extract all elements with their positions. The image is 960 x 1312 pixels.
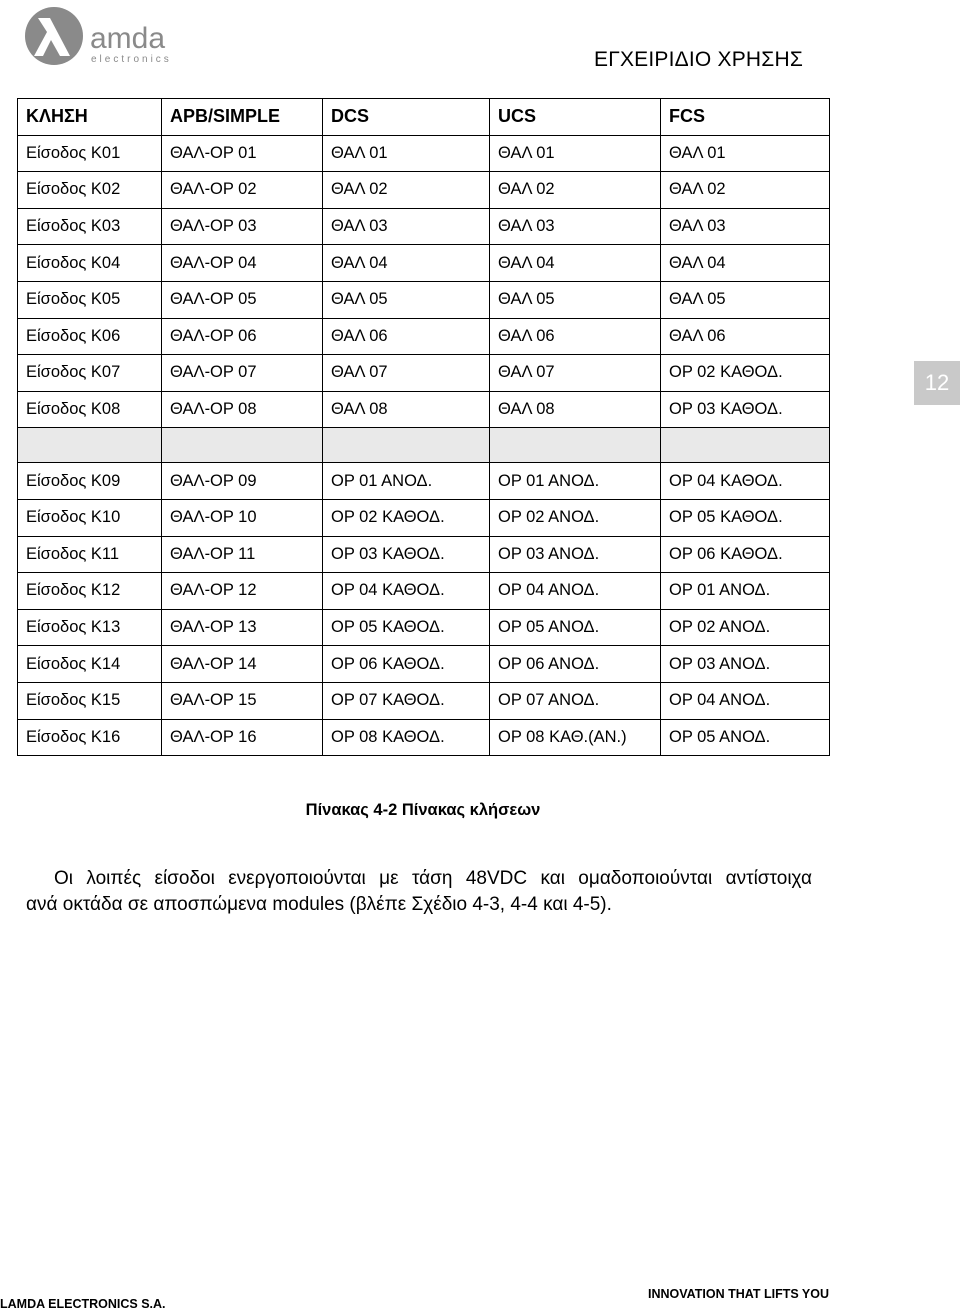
table-cell: ΘΑΛ 05 <box>323 281 490 318</box>
table-cell: ΟΡ 03 ΑΝΟΔ. <box>490 536 661 573</box>
table-cell: ΘΑΛ 07 <box>490 355 661 392</box>
table-cell: ΟΡ 03 ΚΑΘΟΔ. <box>661 391 830 428</box>
table-cell: ΟΡ 06 ΚΑΘΟΔ. <box>323 646 490 683</box>
logo-text: amda <box>90 22 166 55</box>
table-cell: ΟΡ 01 ΑΝΟΔ. <box>661 573 830 610</box>
table-cell: Είσοδος Κ08 <box>18 391 162 428</box>
table-cell: Είσοδος Κ14 <box>18 646 162 683</box>
table-cell: ΘΑΛ-ΟΡ 16 <box>162 719 323 756</box>
column-header: UCS <box>490 99 661 136</box>
table-cell: ΘΑΛ 04 <box>323 245 490 282</box>
table-cell: ΟΡ 04 ΑΝΟΔ. <box>661 682 830 719</box>
table-row <box>18 135 830 172</box>
table-cell: ΟΡ 03 ΑΝΟΔ. <box>661 646 830 683</box>
table-cell: Είσοδος Κ16 <box>18 719 162 756</box>
table-cell: ΘΑΛ 03 <box>661 208 830 245</box>
table-cell: ΟΡ 02 ΚΑΘΟΔ. <box>323 499 490 536</box>
table-cell: ΘΑΛ 02 <box>661 172 830 209</box>
table-cell: Είσοδος Κ11 <box>18 536 162 573</box>
table-cell: ΟΡ 02 ΚΑΘΟΔ. <box>661 355 830 392</box>
table-cell: ΟΡ 07 ΑΝΟΔ. <box>490 682 661 719</box>
table-cell: ΘΑΛ 06 <box>490 318 661 355</box>
table-cell: ΘΑΛ-ΟΡ 05 <box>162 281 323 318</box>
table-cell: ΟΡ 04 ΑΝΟΔ. <box>490 573 661 610</box>
table-header-row <box>18 99 830 136</box>
table-cell: Είσοδος Κ12 <box>18 573 162 610</box>
table-cell: Είσοδος Κ15 <box>18 682 162 719</box>
table-cell: ΘΑΛ 08 <box>323 391 490 428</box>
table-row <box>18 536 830 573</box>
table-cell: ΟΡ 05 ΚΑΘΟΔ. <box>323 609 490 646</box>
footer-company: LAMDA ELECTRONICS S.A. <box>0 1297 166 1311</box>
table-cell: ΟΡ 06 ΚΑΘΟΔ. <box>661 536 830 573</box>
table-cell: ΟΡ 01 ΑΝΟΔ. <box>490 463 661 500</box>
paragraph-line-2: ανά οκτάδα σε αποσπώμενα modules (βλέπε Σχέδιο 4-3, 4-4 και 4-5). <box>26 894 612 915</box>
table-cell: ΘΑΛ-ΟΡ 07 <box>162 355 323 392</box>
table-cell: ΟΡ 05 ΑΝΟΔ. <box>661 719 830 756</box>
table-cell: ΘΑΛ-ΟΡ 01 <box>162 135 323 172</box>
table-cell: ΘΑΛ 05 <box>661 281 830 318</box>
separator-cell <box>162 428 323 463</box>
table-cell: ΟΡ 05 ΚΑΘΟΔ. <box>661 499 830 536</box>
company-logo <box>24 4 184 68</box>
table-cell: ΘΑΛ 01 <box>323 135 490 172</box>
table-cell: ΘΑΛ-ΟΡ 03 <box>162 208 323 245</box>
table-cell: ΘΑΛ-ΟΡ 06 <box>162 318 323 355</box>
table-cell: ΟΡ 08 ΚΑΘΟΔ. <box>323 719 490 756</box>
table-cell: Είσοδος Κ05 <box>18 281 162 318</box>
call-table <box>17 98 830 756</box>
separator-cell <box>18 428 162 463</box>
table-cell: ΘΑΛ-ΟΡ 08 <box>162 391 323 428</box>
table-cell: ΟΡ 04 ΚΑΘΟΔ. <box>323 573 490 610</box>
paragraph-line-1: Οι λοιπές είσοδοι ενεργοποιούνται με τάση 48VDC και ομαδοποιούνται αντίστοιχα <box>54 868 812 889</box>
table-row <box>18 318 830 355</box>
column-header: FCS <box>661 99 830 136</box>
table-cell: ΘΑΛ 04 <box>490 245 661 282</box>
table-cell: Είσοδος Κ03 <box>18 208 162 245</box>
table-cell: ΘΑΛ 01 <box>661 135 830 172</box>
table-row <box>18 609 830 646</box>
table-row <box>18 463 830 500</box>
table-row <box>18 172 830 209</box>
table-body-group-2 <box>18 463 830 756</box>
table-row <box>18 682 830 719</box>
table-cell: ΘΑΛ-ΟΡ 14 <box>162 646 323 683</box>
body-paragraph <box>26 866 812 918</box>
table-row <box>18 719 830 756</box>
table-cell: ΘΑΛ 07 <box>323 355 490 392</box>
table-cell: ΘΑΛ-ΟΡ 10 <box>162 499 323 536</box>
table-row <box>18 391 830 428</box>
table-cell: ΟΡ 07 ΚΑΘΟΔ. <box>323 682 490 719</box>
table-cell: ΘΑΛ-ΟΡ 15 <box>162 682 323 719</box>
table-cell: ΟΡ 04 ΚΑΘΟΔ. <box>661 463 830 500</box>
table-separator <box>18 428 830 463</box>
table-cell: ΘΑΛ-ΟΡ 09 <box>162 463 323 500</box>
page-number-tab: 12 <box>914 361 960 405</box>
table-cell: Είσοδος Κ10 <box>18 499 162 536</box>
table-cell: ΘΑΛ 03 <box>323 208 490 245</box>
table-cell: ΟΡ 01 ΑΝΟΔ. <box>323 463 490 500</box>
table-cell: ΘΑΛ 05 <box>490 281 661 318</box>
footer-slogan: INNOVATION THAT LIFTS YOU <box>648 1287 830 1301</box>
table-cell: ΟΡ 08 ΚΑΘ.(ΑΝ.) <box>490 719 661 756</box>
separator-cell <box>323 428 490 463</box>
column-header: DCS <box>323 99 490 136</box>
table-cell: Είσοδος Κ07 <box>18 355 162 392</box>
table-row <box>18 245 830 282</box>
table-caption: Πίνακας 4-2 Πίνακας κλήσεων <box>305 801 541 819</box>
table-cell: Είσοδος Κ01 <box>18 135 162 172</box>
logo-subtext: electronics <box>91 54 172 65</box>
table-cell: Είσοδος Κ13 <box>18 609 162 646</box>
table-row <box>18 646 830 683</box>
separator-cell <box>661 428 830 463</box>
table-cell: ΘΑΛ 08 <box>490 391 661 428</box>
separator-cell <box>490 428 661 463</box>
table-row <box>18 573 830 610</box>
separator-row <box>18 428 830 463</box>
table-cell: ΟΡ 05 ΑΝΟΔ. <box>490 609 661 646</box>
table-cell: ΘΑΛ 01 <box>490 135 661 172</box>
table-body-group-1 <box>18 135 830 428</box>
table-cell: ΘΑΛ 02 <box>490 172 661 209</box>
table-cell: ΘΑΛ 03 <box>490 208 661 245</box>
table-cell: ΘΑΛ 06 <box>661 318 830 355</box>
table-cell: ΘΑΛ 04 <box>661 245 830 282</box>
table-row <box>18 208 830 245</box>
table-row <box>18 499 830 536</box>
table-cell: ΟΡ 02 ΑΝΟΔ. <box>661 609 830 646</box>
table-cell: Είσοδος Κ04 <box>18 245 162 282</box>
table-row <box>18 355 830 392</box>
table-cell: ΘΑΛ 02 <box>323 172 490 209</box>
table-cell: ΟΡ 03 ΚΑΘΟΔ. <box>323 536 490 573</box>
table-cell: Είσοδος Κ09 <box>18 463 162 500</box>
column-header: ΚΛΗΣΗ <box>18 99 162 136</box>
table-cell: ΘΑΛ-ΟΡ 12 <box>162 573 323 610</box>
table-cell: ΟΡ 02 ΑΝΟΔ. <box>490 499 661 536</box>
table-cell: ΘΑΛ-ΟΡ 13 <box>162 609 323 646</box>
table-cell: Είσοδος Κ06 <box>18 318 162 355</box>
table-cell: ΘΑΛ 06 <box>323 318 490 355</box>
table-cell: Είσοδος Κ02 <box>18 172 162 209</box>
table-cell: ΘΑΛ-ΟΡ 11 <box>162 536 323 573</box>
column-header: APB/SIMPLE <box>162 99 323 136</box>
manual-title: ΕΓΧΕΙΡΙΔΙΟ ΧΡΗΣΗΣ <box>594 48 804 71</box>
table-cell: ΘΑΛ-ΟΡ 04 <box>162 245 323 282</box>
table-row <box>18 281 830 318</box>
table-cell: ΟΡ 06 ΑΝΟΔ. <box>490 646 661 683</box>
table-cell: ΘΑΛ-ΟΡ 02 <box>162 172 323 209</box>
